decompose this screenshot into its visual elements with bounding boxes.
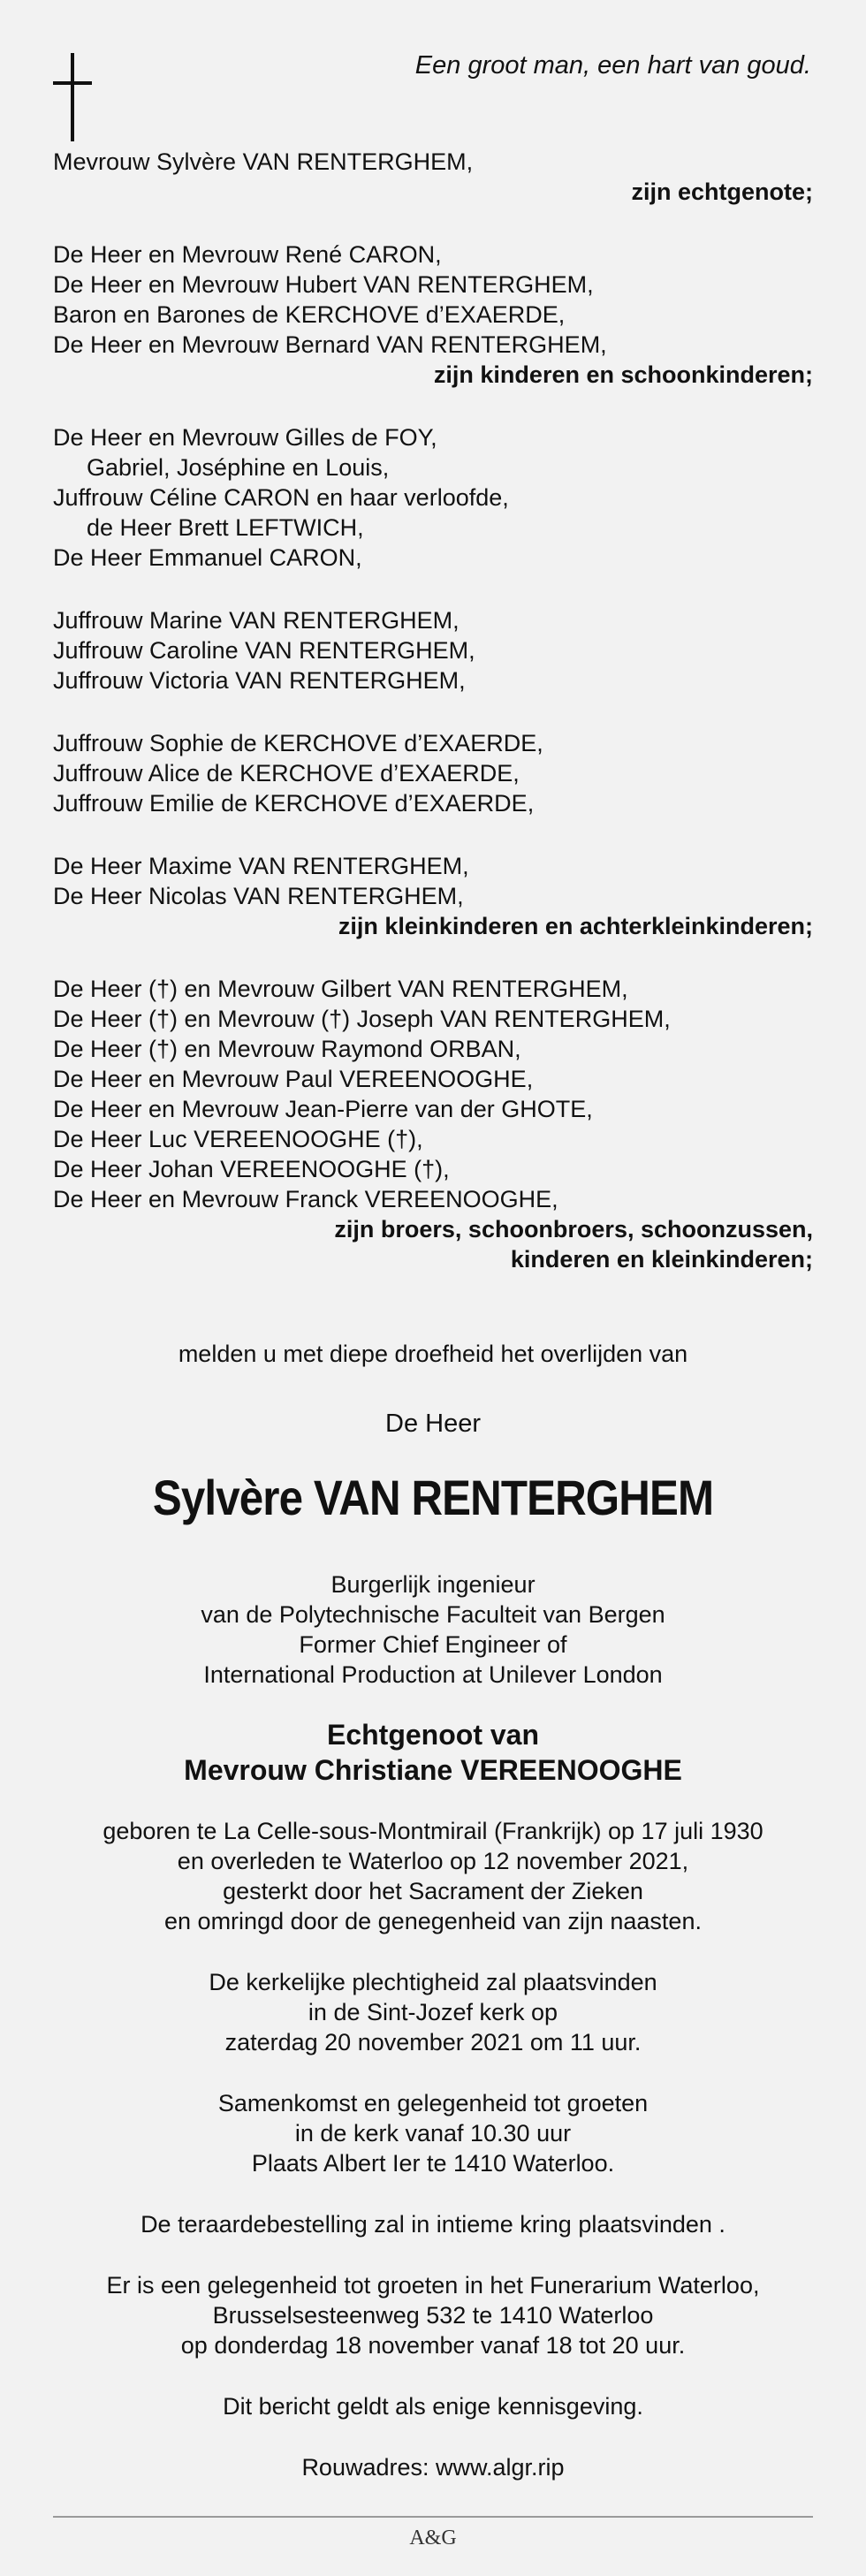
family-member-line: De Heer Luc VEREENOOGHE (†), xyxy=(53,1126,423,1152)
family-group xyxy=(53,974,813,1274)
family-member-line: De Heer (†) en Mevrouw (†) Joseph VAN RENTERGHEM, xyxy=(53,1006,671,1032)
title-line: Former Chief Engineer of xyxy=(299,1631,567,1658)
family-group xyxy=(53,239,813,390)
deceased-title: De Heer xyxy=(385,1410,481,1438)
family-member-line: Juffrouw Victoria VAN RENTERGHEM, xyxy=(53,667,466,694)
detail-line: in de Sint-Jozef kerk op xyxy=(308,1999,558,2025)
detail-line: Plaats Albert Ier te 1410 Waterloo. xyxy=(251,2150,615,2177)
detail-paragraph xyxy=(53,2452,813,2482)
footer-divider xyxy=(53,2516,813,2518)
family-list xyxy=(53,147,813,1307)
family-member-line: De Heer (†) en Mevrouw Raymond ORBAN, xyxy=(53,1036,521,1062)
announcement-intro: melden u met diepe droefheid het overlijden van xyxy=(178,1341,688,1367)
detail-line: Brusselsesteenweg 532 te 1410 Waterloo xyxy=(212,2302,654,2329)
family-group xyxy=(53,422,813,573)
family-member-line: Juffrouw Marine VAN RENTERGHEM, xyxy=(53,607,460,634)
spouse-line: Echtgenoot van xyxy=(326,1719,539,1751)
motto: Een groot man, een hart van goud. xyxy=(414,51,811,80)
detail-line: gesterkt door het Sacrament der Zieken xyxy=(223,1878,643,1904)
relation-label: zijn kleinkinderen en achterkleinkinderen; xyxy=(338,913,813,939)
detail-paragraph xyxy=(53,2270,813,2360)
family-member-line: De Heer Maxime VAN RENTERGHEM, xyxy=(53,853,469,879)
family-member-line: Mevrouw Sylvère VAN RENTERGHEM, xyxy=(53,148,474,175)
funeral-details xyxy=(53,1816,813,2513)
spouse-block xyxy=(53,1717,813,1788)
family-member-line: De Heer en Mevrouw Jean-Pierre van der GHOTE, xyxy=(53,1096,593,1122)
publisher-logo: A&G xyxy=(409,2527,457,2549)
detail-line: De teraardebestelling zal in intieme kring plaatsvinden . xyxy=(141,2211,725,2238)
cross-icon xyxy=(53,53,92,141)
title-line: Burgerlijk ingenieur xyxy=(330,1571,536,1598)
family-member-line: Juffrouw Caroline VAN RENTERGHEM, xyxy=(53,637,475,664)
spouse-line: Mevrouw Christiane VEREENOOGHE xyxy=(184,1754,682,1786)
detail-line: Er is een gelegenheid tot groeten in het Funerarium Waterloo, xyxy=(106,2272,760,2299)
detail-line: Samenkomst en gelegenheid tot groeten xyxy=(217,2090,649,2116)
family-member-line: De Heer Johan VEREENOOGHE (†), xyxy=(53,1156,450,1182)
detail-line: Dit bericht geldt als enige kennisgeving. xyxy=(223,2393,643,2420)
detail-line: De kerkelijke plechtigheid zal plaatsvinden xyxy=(209,1969,657,1995)
family-group xyxy=(53,728,813,818)
detail-paragraph xyxy=(53,2088,813,2178)
detail-paragraph xyxy=(53,1816,813,1936)
family-member-line: De Heer Emmanuel CARON, xyxy=(53,544,362,571)
family-member-line: Juffrouw Emilie de KERCHOVE d’EXAERDE, xyxy=(53,790,535,817)
family-member-line: De Heer (†) en Mevrouw Gilbert VAN RENTERGHEM, xyxy=(53,976,628,1002)
relation-label: zijn broers, schoonbroers, schoonzussen, xyxy=(334,1216,813,1242)
family-member-line: de Heer Brett LEFTWICH, xyxy=(87,514,364,541)
family-member-line: Gabriel, Joséphine en Louis, xyxy=(87,454,390,481)
relation-label: zijn echtgenote; xyxy=(631,179,813,205)
relation-label: kinderen en kleinkinderen; xyxy=(510,1246,813,1273)
detail-paragraph xyxy=(53,2209,813,2239)
family-member-line: Juffrouw Alice de KERCHOVE d’EXAERDE, xyxy=(53,760,520,786)
family-member-line: Juffrouw Céline CARON en haar verloofde, xyxy=(53,484,509,511)
family-member-line: De Heer en Mevrouw Bernard VAN RENTERGHEM, xyxy=(53,331,607,358)
detail-line: en omringd door de genegenheid van zijn naasten. xyxy=(164,1908,702,1934)
family-member-line: Baron en Barones de KERCHOVE d’EXAERDE, xyxy=(53,301,566,328)
title-line: International Production at Unilever London xyxy=(203,1661,663,1688)
family-member-line: Juffrouw Sophie de KERCHOVE d’EXAERDE, xyxy=(53,730,543,756)
family-group xyxy=(53,147,813,207)
family-member-line: De Heer en Mevrouw Paul VEREENOOGHE, xyxy=(53,1066,534,1092)
professional-titles xyxy=(53,1569,813,1690)
relation-label: zijn kinderen en schoonkinderen; xyxy=(433,361,813,388)
family-group xyxy=(53,851,813,941)
family-member-line: De Heer en Mevrouw Gilles de FOY, xyxy=(53,424,437,451)
detail-line: en overleden te Waterloo op 12 november 2021, xyxy=(177,1848,689,1874)
family-member-line: De Heer en Mevrouw René CARON, xyxy=(53,241,442,268)
detail-line: in de kerk vanaf 10.30 uur xyxy=(294,2120,572,2147)
detail-line: zaterdag 20 november 2021 om 11 uur. xyxy=(224,2029,642,2055)
family-group xyxy=(53,605,813,695)
family-member-line: De Heer Nicolas VAN RENTERGHEM, xyxy=(53,883,464,909)
detail-line: Rouwadres: www.algr.rip xyxy=(301,2454,565,2481)
detail-paragraph xyxy=(53,2391,813,2421)
deceased-name: Sylvère VAN RENTERGHEM xyxy=(152,1470,714,1525)
family-member-line: De Heer en Mevrouw Franck VEREENOOGHE, xyxy=(53,1186,558,1212)
detail-line: op donderdag 18 november vanaf 18 tot 20 uur. xyxy=(180,2332,686,2359)
detail-line: geboren te La Celle-sous-Montmirail (Frankrijk) op 17 juli 1930 xyxy=(103,1818,763,1844)
family-member-line: De Heer en Mevrouw Hubert VAN RENTERGHEM, xyxy=(53,271,594,298)
detail-paragraph xyxy=(53,1967,813,2057)
title-line: van de Polytechnische Faculteit van Bergen xyxy=(201,1601,665,1628)
